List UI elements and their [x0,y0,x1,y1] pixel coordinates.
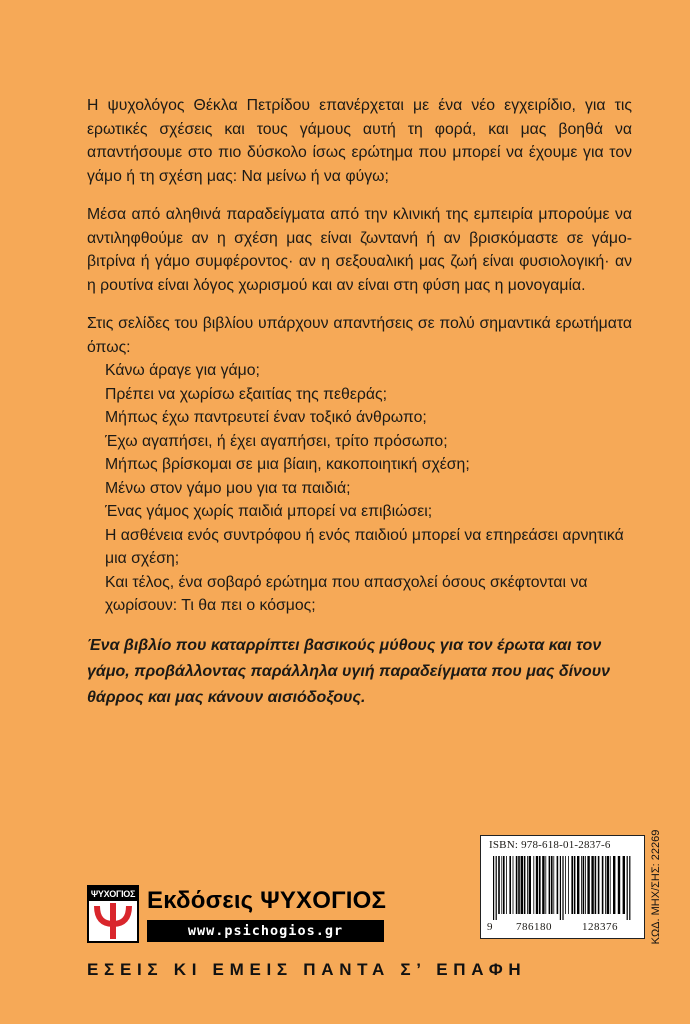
questions-list [87,359,632,618]
examples-paragraph: Μέσα από αληθινά παραδείγματα από την κλινική της εμπειρία μπορούμε να αντιληφθούμε αν η σχέση μας είναι ζωντανή ή αν βρισκόμαστε σε γάμο-βιτρίνα ή γάμο συμφέροντος· αν η σεξουαλική μας ζωή είναι φυσιολογική· αν η ρουτίνα είναι λόγος χωρισμού και αν είναι στη φύση μας η μονογαμία. [87,206,632,294]
question-item: Ένας γάμος χωρίς παιδιά μπορεί να επιβιώσει; [105,503,433,520]
intro-paragraph: Η ψυχολόγος Θέκλα Πετρίδου επανέρχεται με ένα νέο εγχειρίδιο, για τις ερωτικές σχέσεις και τους γάμους αυτή τη φορά, και μας βοηθά να απαντήσουμε στο πιο δύσκολο ίσως ερώτημα που μπορεί να έχουμε για τον γάμο ή τη σχέση μας: Να μείνω ή να φύγω; [87,97,632,185]
product-code-text: ΚΩΔ. ΜΗΧ/ΣΗΣ: 22269 [650,829,662,945]
barcode-digit-prefix: 9 [487,921,493,933]
question-item: Πρέπει να χωρίσω εξαιτίας της πεθεράς; [105,385,387,403]
barcode-bars-icon [493,856,633,920]
publisher-block [87,885,387,945]
publisher-name: Εκδόσεις ΨΥΧΟΓΙΟΣ [147,887,387,914]
question-item: Κάνω άραγε για γάμο; [105,362,260,379]
question-item: Μήπως βρίσκομαι σε μια βίαιη, κακοποιητική σχέση; [105,456,470,473]
questions-intro: Στις σελίδες του βιβλίου υπάρχουν απαντήσεις σε πολύ σημαντικά ερωτήματα όπως: [87,315,632,356]
publisher-logo [87,885,139,943]
question-item: Η ασθένεια ενός συντρόφου ή ενός παιδιού μπορεί να επηρεάσει αρνητικά μια σχέση; [105,526,624,567]
publisher-logo-text: ΨΥΧΟΓΙΟΣ [90,889,136,899]
isbn-text: ISBN: 978-618-01-2837-6 [489,839,611,851]
question-item: Και τέλος, ένα σοβαρό ερώτημα που απασχολεί όσους σκέφτονται να χωρίσουν: Τι θα πει ο κόσμος; [105,573,588,614]
publisher-url[interactable]: www.psichogios.gr [147,920,384,942]
psi-logo-icon [93,902,133,940]
isbn-barcode [480,835,645,939]
product-code [647,829,665,945]
question-item: Μένω στον γάμο μου για τα παιδιά; [105,479,351,497]
question-item: Έχω αγαπήσει, ή έχει αγαπήσει, τρίτο πρόσωπο; [105,432,448,450]
closing-statement: Ένα βιβλίο που καταρρίπτει βασικούς μύθους για τον έρωτα και τον γάμο, προβάλλοντας παράλληλα υγιή παραδείγματα που μας δίνουν θάρρος και μας κάνουν αισιόδοξους. [87,636,611,706]
question-item: Μήπως έχω παντρευτεί έναν τοξικό άνθρωπο; [105,409,427,426]
tagline: ΕΣΕΙΣ ΚΙ ΕΜΕΙΣ ΠΑΝΤΑ Σ’ ΕΠΑΦΗ [87,960,527,979]
barcode-digits-right: 128376 [582,921,618,933]
barcode-digits-left: 786180 [516,921,552,933]
barcode-digits [487,921,633,933]
back-cover-text [87,94,632,711]
